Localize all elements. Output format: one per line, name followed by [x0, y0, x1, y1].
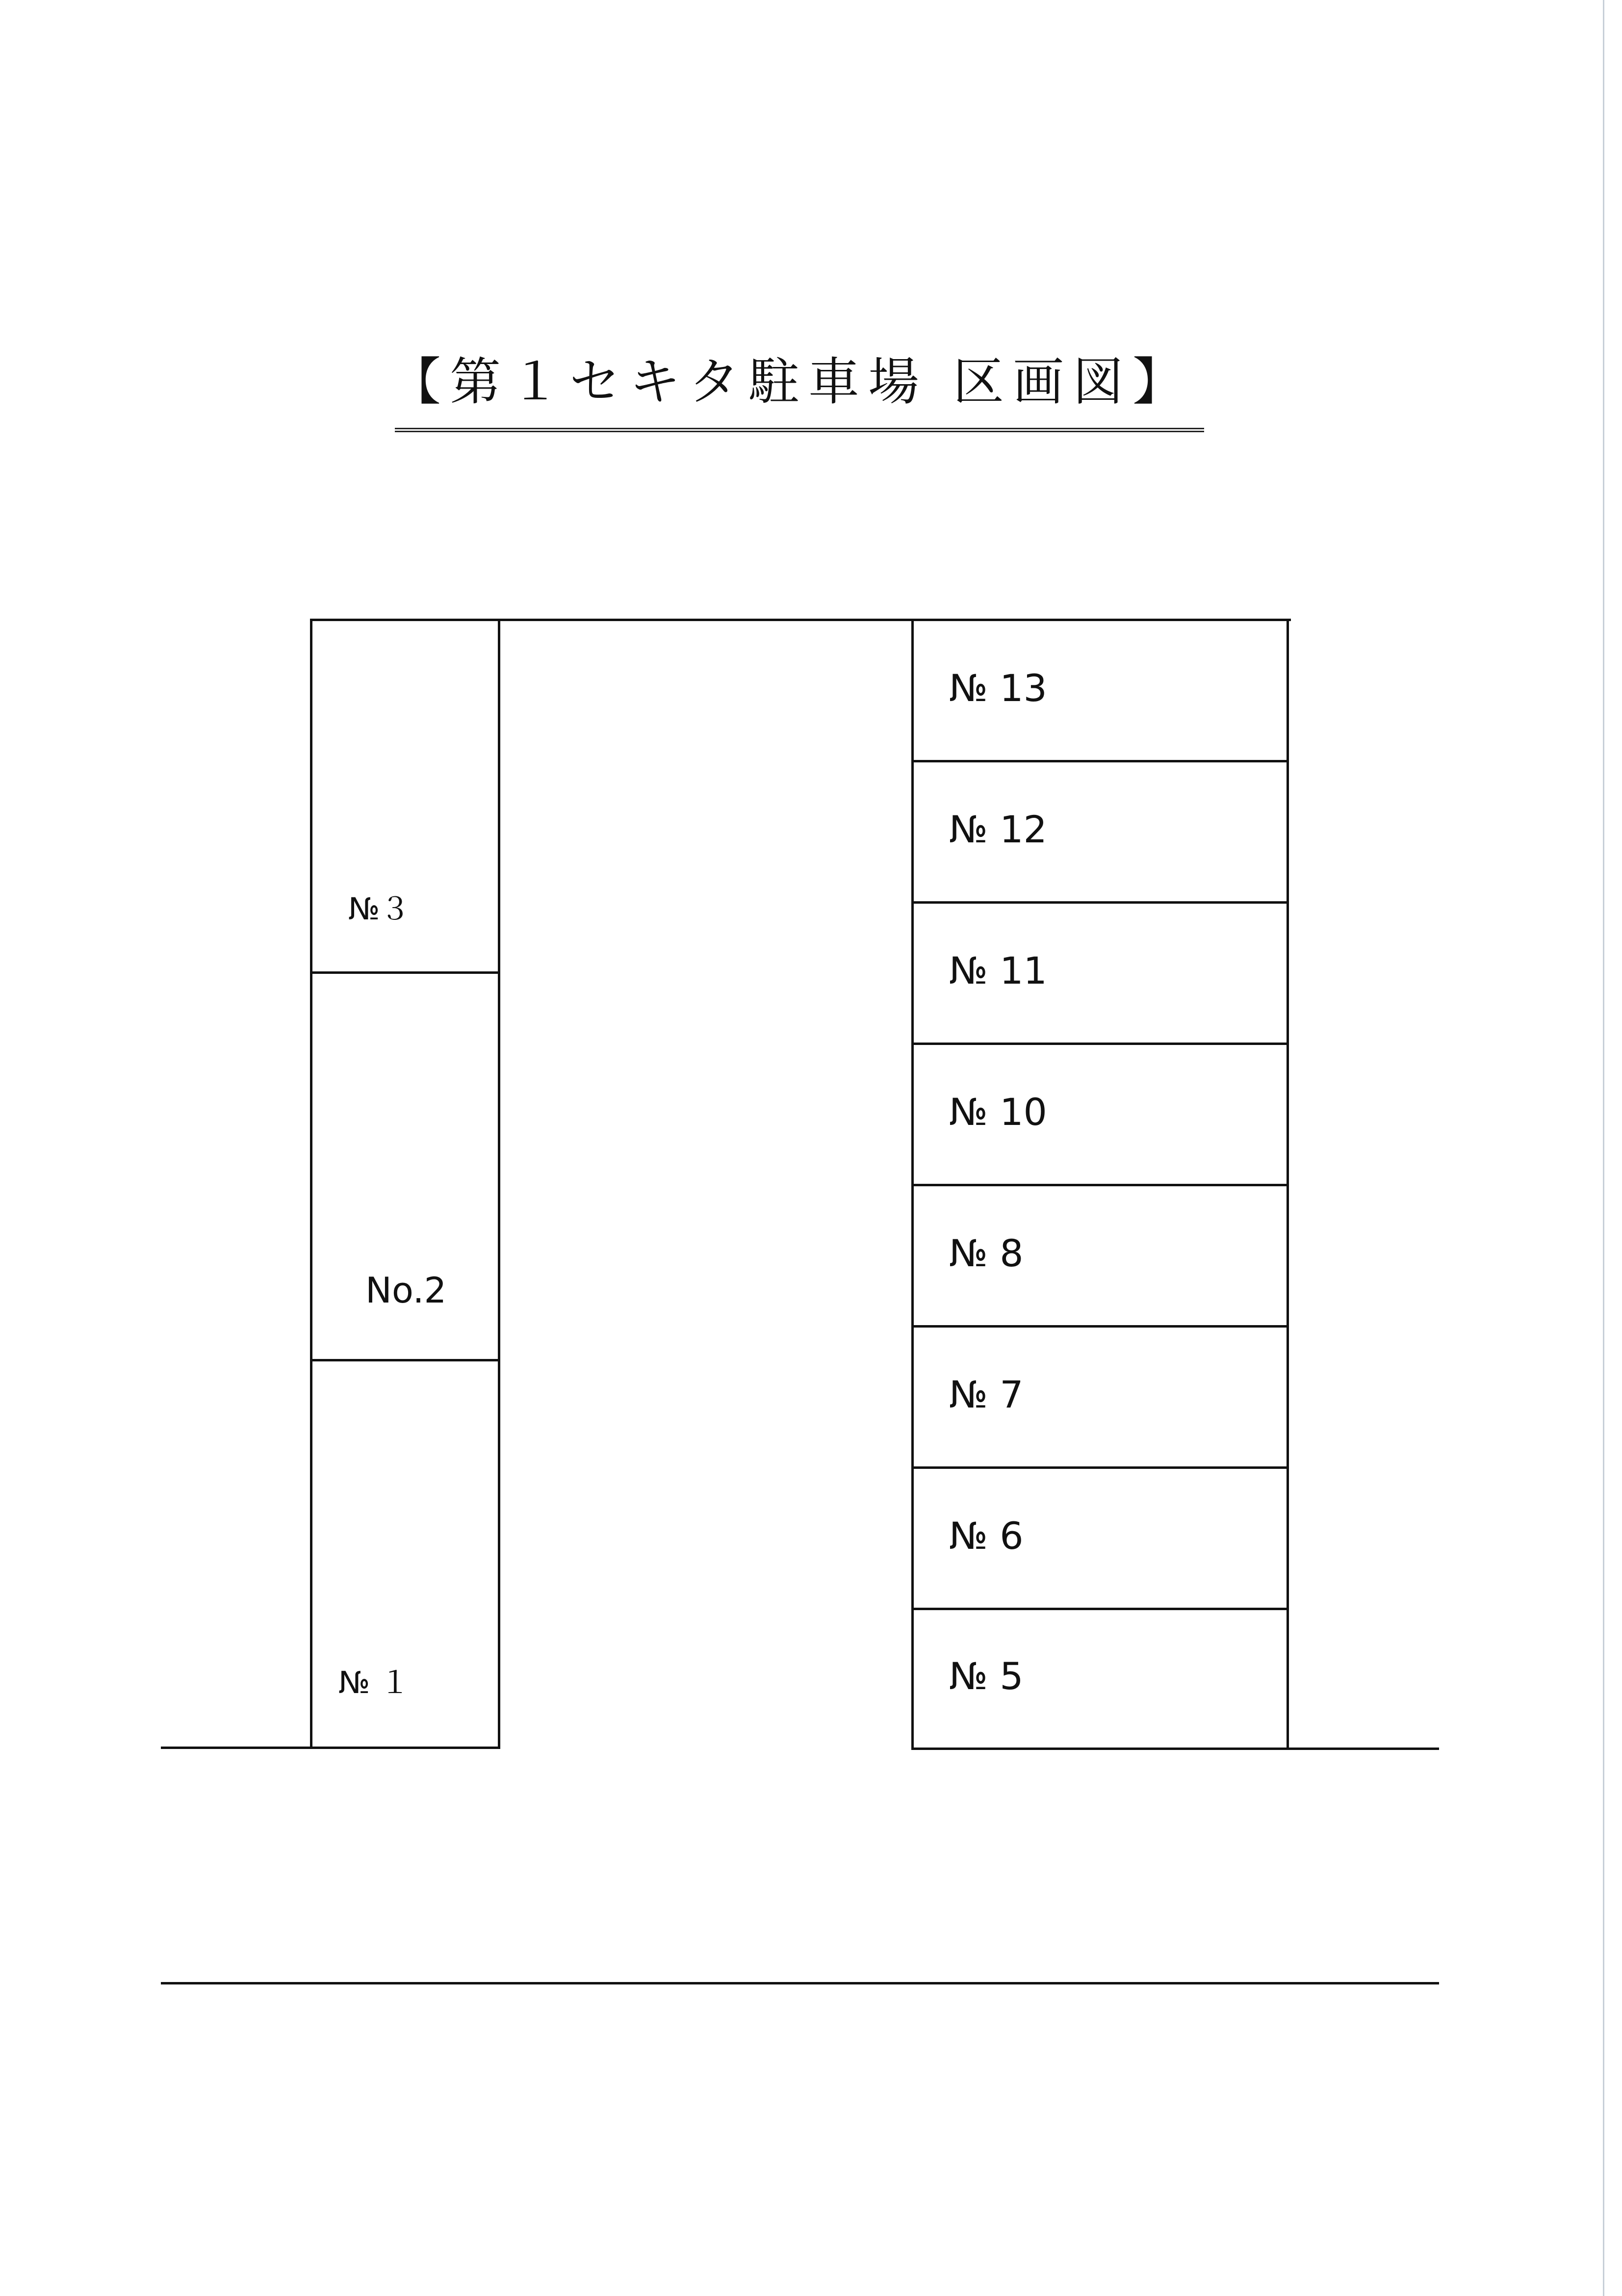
- stall-label-10: № 10: [949, 1090, 1047, 1134]
- scan-edge-mark: [1603, 0, 1604, 2296]
- stall-label-8: № 8: [949, 1231, 1024, 1275]
- road-edge-upper-left: [161, 1747, 312, 1749]
- road-edge-upper-right: [1289, 1748, 1439, 1750]
- page-title: 【第１セキタ駐車場 区画図】: [390, 352, 1193, 412]
- stall-label-3: №３: [348, 891, 411, 927]
- title-underline: [395, 428, 1204, 432]
- stall-label-5: № 5: [949, 1654, 1024, 1698]
- stall-label-6: № 6: [949, 1514, 1024, 1558]
- stall-label-11: № 11: [949, 949, 1047, 992]
- stall-label-13: № 13: [949, 666, 1047, 710]
- stall-label-7: № 7: [949, 1373, 1024, 1416]
- road-edge-lower: [161, 1982, 1439, 1984]
- stall-label-12: № 12: [949, 808, 1047, 851]
- stall-label-1: № １: [338, 1665, 411, 1700]
- stall-label-2: No.2: [365, 1270, 447, 1311]
